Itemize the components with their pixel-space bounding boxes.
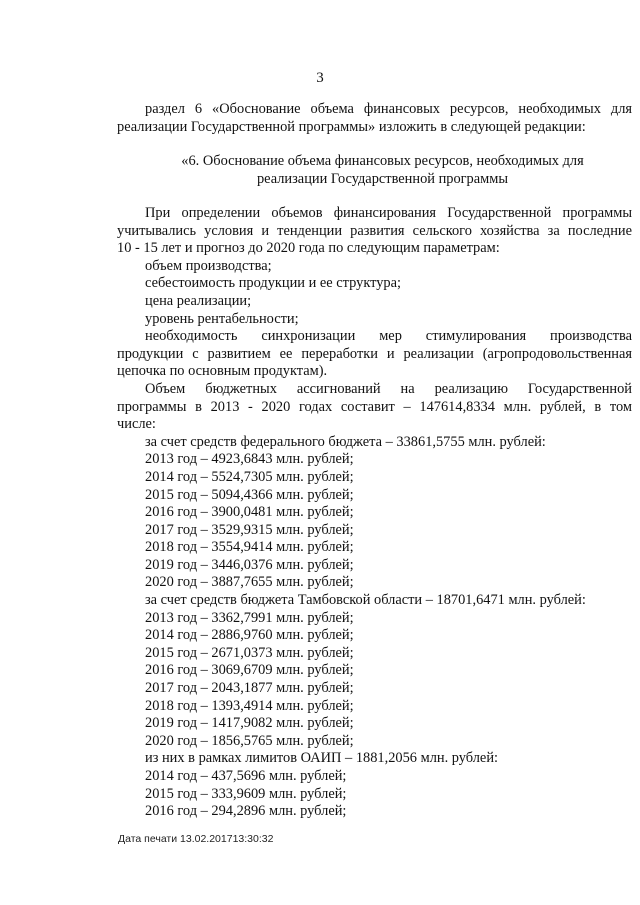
list-item: себестоимость продукции и ее структура;: [145, 275, 401, 292]
list-item: цена реализации;: [145, 292, 252, 309]
text-line: цепочка по основным продуктам).: [117, 363, 328, 380]
list-item: 2015 год – 2671,0373 млн. рублей;: [145, 644, 354, 661]
heading-line: реализации Государственной программы: [256, 170, 509, 187]
list-item: объем производства;: [145, 257, 272, 274]
page-number: 3: [316, 70, 324, 86]
list-item: 2020 год – 3887,7655 млн. рублей;: [145, 574, 354, 591]
text-line: числе:: [117, 416, 156, 433]
text-line: необходимость синхронизации мер стимулирования производства: [145, 328, 632, 345]
list-item: 2014 год – 2886,9760 млн. рублей;: [145, 627, 354, 644]
intro-line: реализации Государственной программы» изложить в следующей редакции:: [117, 118, 586, 135]
text-line: При определении объемов финансирования Государственной программы: [145, 205, 632, 221]
regional-budget-list: [117, 592, 632, 750]
list-title: из них в рамках лимитов ОАИП – 1881,2056 млн. рублей:: [145, 750, 499, 767]
print-date: Дата печати 13.02.201713:30:32: [118, 833, 274, 845]
para-budget: [117, 381, 632, 434]
text-line: Объем бюджетных ассигнований на реализацию Государственной: [145, 380, 632, 397]
intro-line: раздел 6 «Обоснование объема финансовых ресурсов, необходимых для: [145, 101, 632, 117]
list-item: 2014 год – 5524,7305 млн. рублей;: [145, 468, 354, 485]
para-financing: [117, 205, 632, 258]
text-line: программы в 2013 - 2020 годах составит – 147614,8334 млн. рублей, в том: [117, 398, 632, 415]
list-item: 2017 год – 3529,9315 млн. рублей;: [145, 521, 354, 538]
list-item: 2014 год – 437,5696 млн. рублей;: [145, 768, 347, 784]
text-line: 10 - 15 лет и прогноз до 2020 года по следующим параметрам:: [117, 240, 500, 257]
list-item: 2016 год – 294,2896 млн. рублей;: [145, 803, 347, 820]
text-line: учитывались условия и тенденции развития сельского хозяйства за последние: [117, 222, 632, 239]
list-item: 2019 год – 3446,0376 млн. рублей;: [145, 556, 354, 573]
list-item: 2015 год – 5094,4366 млн. рублей;: [145, 486, 354, 503]
federal-budget-list: [117, 434, 632, 592]
list-item: 2015 год – 333,9609 млн. рублей;: [145, 785, 347, 802]
list-item: 2016 год – 3069,6709 млн. рублей;: [145, 662, 354, 679]
list-item: 2020 год – 1856,5765 млн. рублей;: [145, 732, 354, 749]
text-line: продукции с развитием ее переработки и реализации (агропродовольственная: [117, 345, 632, 362]
heading-line: «6. Обоснование объема финансовых ресурсов, необходимых для: [181, 153, 584, 169]
section-heading: [150, 153, 615, 188]
list-title: за счет средств бюджета Тамбовской области – 18701,6471 млн. рублей:: [145, 592, 586, 609]
para-sync: [117, 328, 632, 381]
oaip-list: [117, 750, 632, 820]
list-item: 2013 год – 3362,7991 млн. рублей;: [145, 609, 354, 626]
list-item: 2013 год – 4923,6843 млн. рублей;: [145, 451, 354, 468]
list-item: 2018 год – 3554,9414 млн. рублей;: [145, 539, 354, 556]
list-item: 2019 год – 1417,9082 млн. рублей;: [145, 715, 354, 732]
intro-paragraph: [117, 101, 632, 136]
body-text: [117, 205, 632, 821]
list-item: 2016 год – 3900,0481 млн. рублей;: [145, 504, 354, 521]
parameter-list: [117, 258, 632, 328]
list-item: 2018 год – 1393,4914 млн. рублей;: [145, 697, 354, 714]
list-item: 2017 год – 2043,1877 млн. рублей;: [145, 680, 354, 697]
list-title: за счет средств федерального бюджета – 33861,5755 млн. рублей:: [145, 433, 546, 450]
list-item: уровень рентабельности;: [145, 310, 299, 327]
